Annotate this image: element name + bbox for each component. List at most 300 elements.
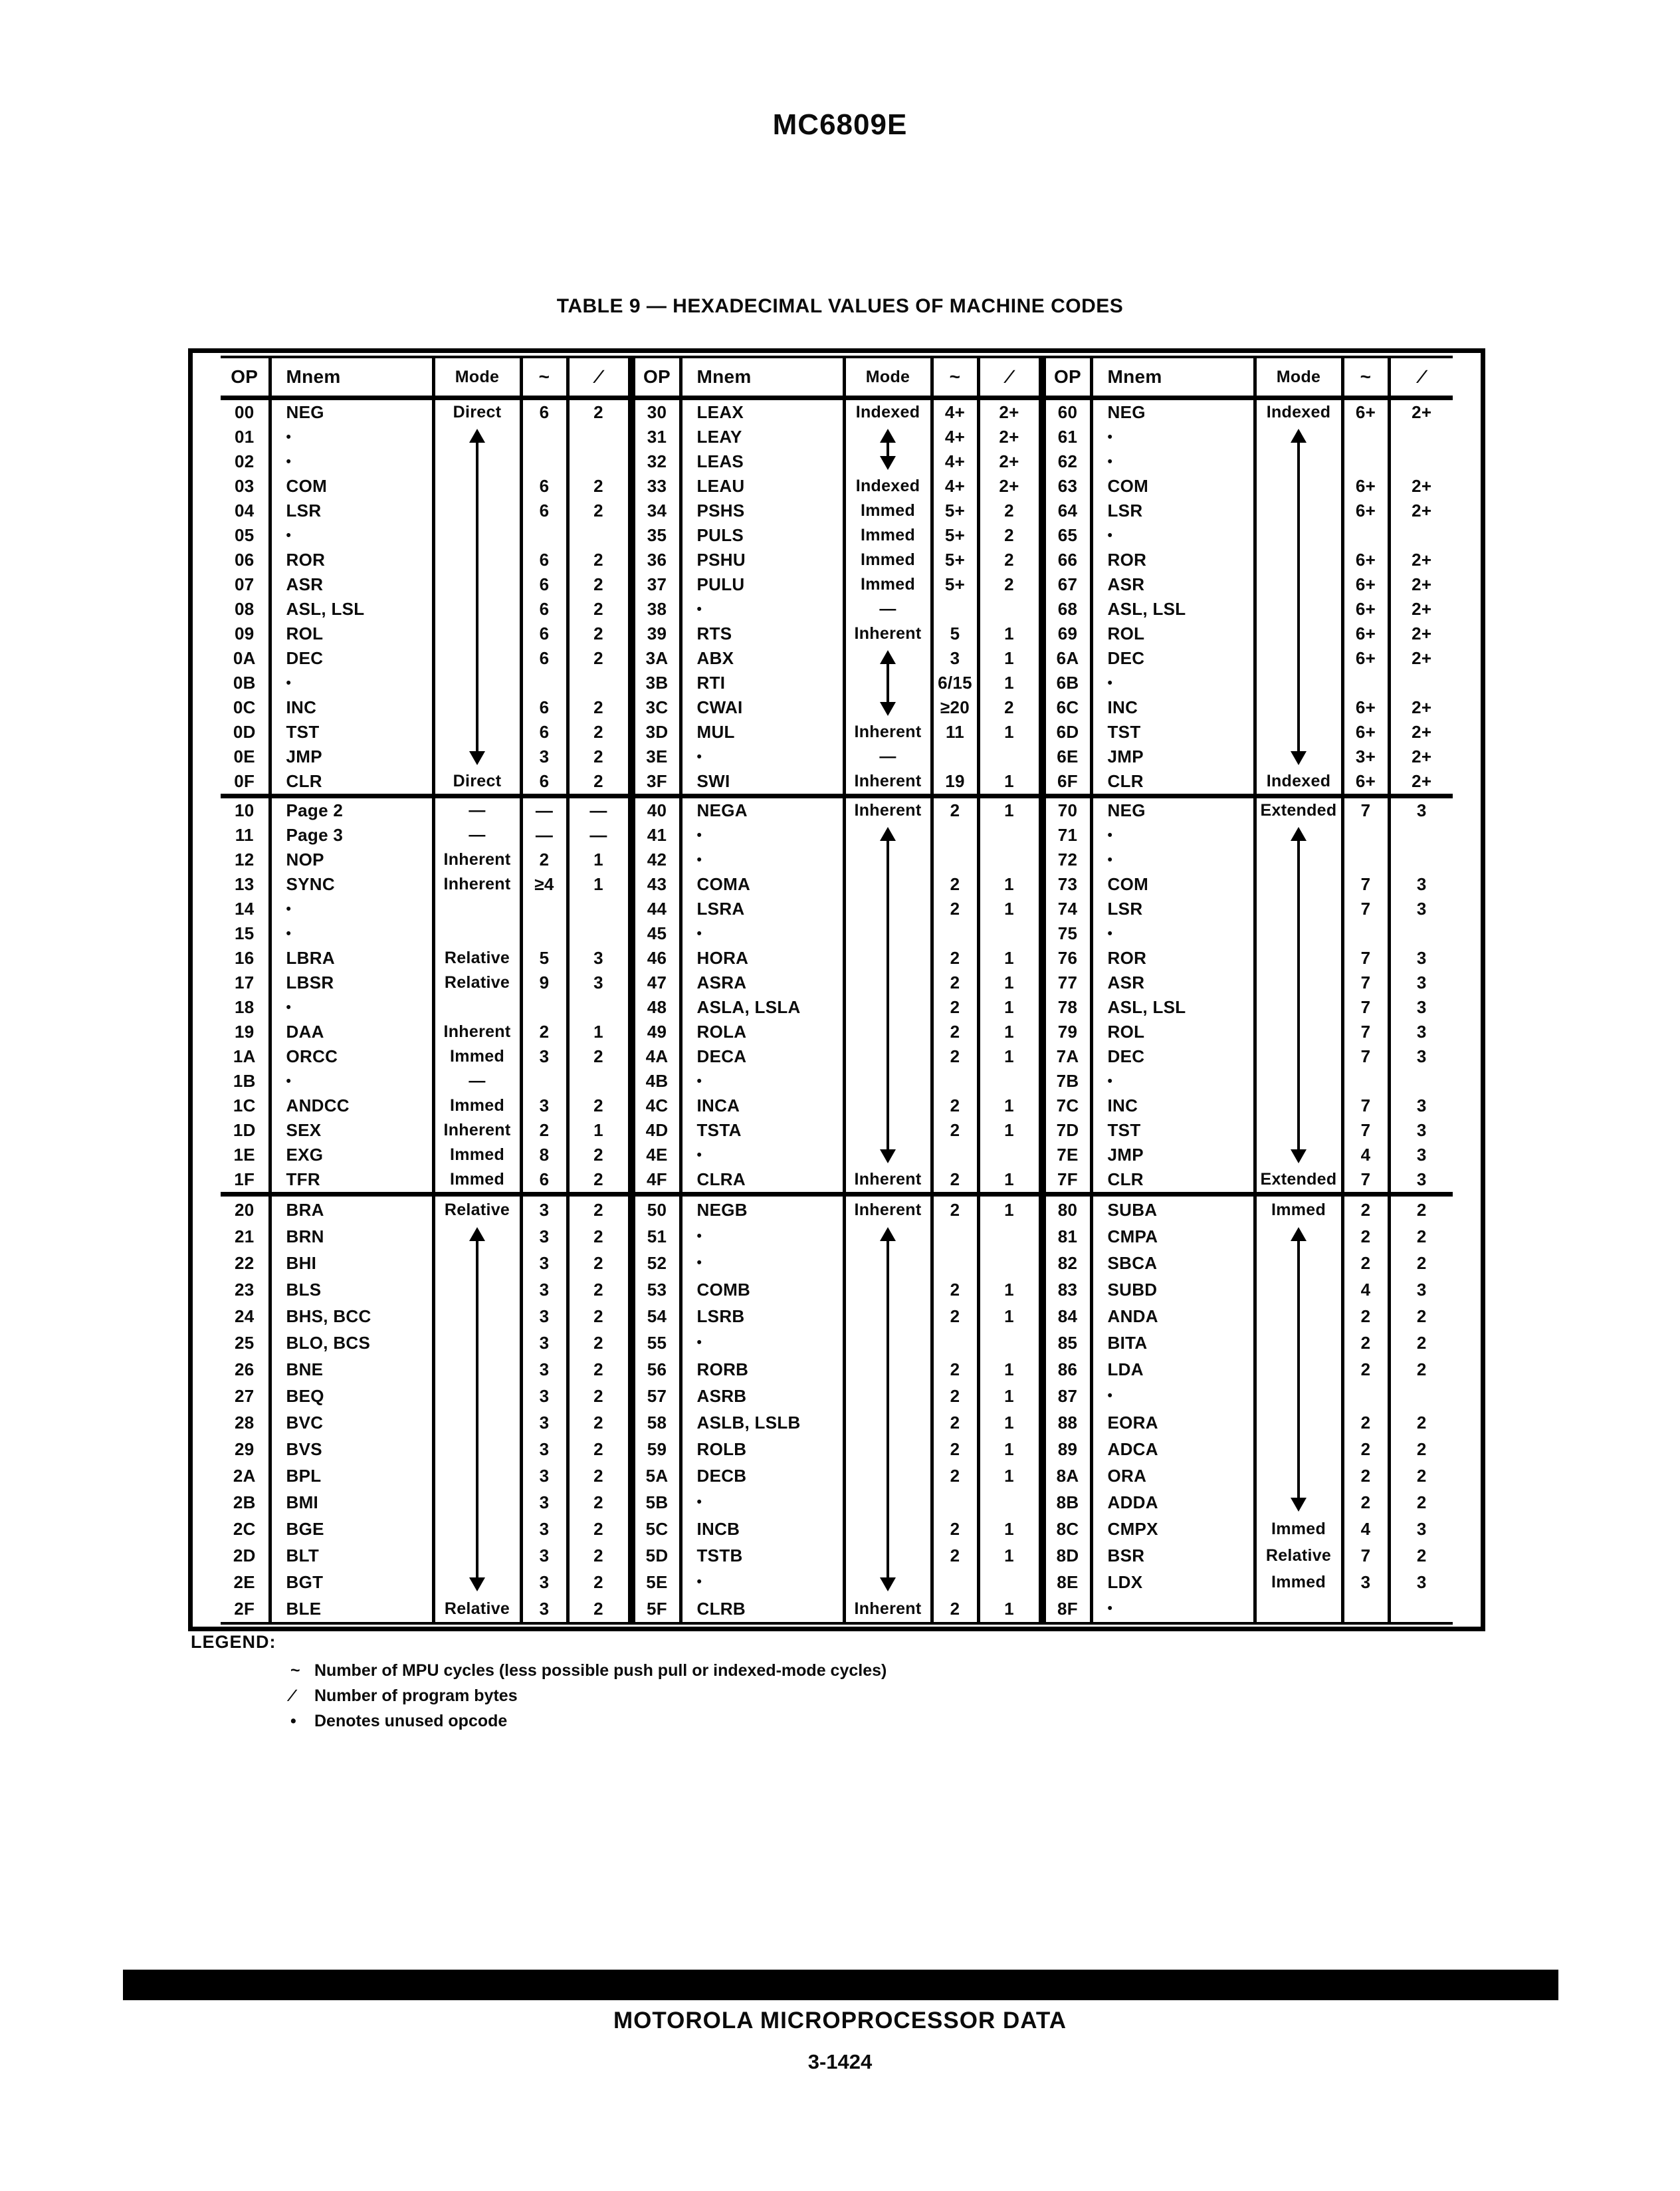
arrow-up-icon: [880, 1227, 896, 1241]
col-header-bytes: ∕: [568, 357, 631, 398]
mnem-cell: COM: [1091, 474, 1255, 499]
arrow-up-icon: [1291, 827, 1307, 841]
cycles-cell: 3+: [1342, 745, 1389, 769]
mnem-cell: EORA: [1091, 1409, 1255, 1436]
mode-range-arrow: [879, 650, 896, 716]
cycles-cell: 3: [521, 1436, 568, 1462]
op-cell: 00: [221, 398, 270, 425]
mode-cell: Inherent: [844, 796, 932, 824]
bytes-cell: [1389, 671, 1453, 695]
bytes-cell: 2: [568, 769, 631, 796]
col-header-op: OP: [221, 357, 270, 398]
op-cell: 4C: [631, 1094, 681, 1118]
mnem-cell: •: [1091, 848, 1255, 872]
op-cell: 88: [1042, 1409, 1091, 1436]
mode-cell: Extended: [1255, 1167, 1342, 1195]
mode-range-arrow-cell: [844, 823, 932, 1167]
bytes-symbol: ∕: [290, 1686, 294, 1705]
op-cell: 0A: [221, 646, 270, 671]
col-header-mode: Mode: [433, 357, 521, 398]
cycles-cell: 4+: [932, 398, 978, 425]
op-cell: 66: [1042, 548, 1091, 572]
arrow-up-icon: [880, 650, 896, 664]
mnem-cell: •: [1091, 1383, 1255, 1409]
cycles-cell: [521, 425, 568, 449]
bytes-cell: 2: [568, 1569, 631, 1595]
bytes-cell: 2+: [1412, 697, 1432, 717]
op-cell: 27: [221, 1383, 270, 1409]
mnem-cell: •: [681, 921, 844, 946]
cycles-cell: 11: [932, 720, 978, 745]
mode-cell: Inherent: [844, 1167, 932, 1195]
bytes-cell: [568, 523, 631, 548]
op-cell: 47: [631, 971, 681, 995]
cycles-cell: [932, 1329, 978, 1356]
bytes-cell: 2+: [978, 425, 1042, 449]
bytes-cell: [1389, 523, 1453, 548]
cycles-cell: 2: [932, 1044, 978, 1069]
cycles-cell: [1342, 823, 1389, 848]
cycles-cell: [521, 671, 568, 695]
op-cell: 7F: [1042, 1167, 1091, 1195]
mnem-cell: SEX: [270, 1118, 433, 1143]
bytes-cell: 2: [568, 398, 631, 425]
bytes-cell: [568, 671, 631, 695]
cycles-cell: 4+: [932, 449, 978, 474]
bytes-cell: 2: [568, 1044, 631, 1069]
cycles-cell: [1342, 848, 1389, 872]
op-cell: 72: [1042, 848, 1091, 872]
cycles-cell: 3: [521, 1223, 568, 1250]
mode-range-arrow-cell: [433, 1223, 521, 1595]
bytes-cell: 3: [1416, 1169, 1427, 1189]
cycles-cell: 7: [1342, 796, 1389, 824]
bytes-cell: [978, 1069, 1042, 1094]
table-header: [221, 357, 1453, 398]
legend-items: [290, 1658, 887, 1734]
mnem-cell: ANDA: [1091, 1303, 1255, 1329]
bytes-cell: 2: [568, 745, 631, 769]
op-cell: 5E: [631, 1569, 681, 1595]
mnem-cell: LSRB: [681, 1303, 844, 1329]
cycles-cell: 6: [521, 572, 568, 597]
mode-cell: Immed: [844, 572, 932, 597]
cycles-cell: 3: [521, 1409, 568, 1436]
col-header-mode: Mode: [1255, 357, 1342, 398]
mode-range-arrow-cell: [1255, 823, 1342, 1167]
cycles-cell: 6+: [1342, 695, 1389, 720]
op-cell: 17: [221, 971, 270, 995]
mnem-cell: CMPA: [1091, 1223, 1255, 1250]
cycles-cell: 7: [1342, 971, 1389, 995]
mnem-cell: •: [681, 823, 844, 848]
mnem-cell: INCB: [681, 1516, 844, 1542]
op-cell: 4B: [631, 1069, 681, 1094]
mnem-cell: RTI: [681, 671, 844, 695]
cycles-cell: [932, 745, 978, 769]
page-title: MC6809E: [772, 108, 908, 141]
bytes-cell: 2: [568, 597, 631, 622]
mnem-cell: ASLA, LSLA: [681, 995, 844, 1020]
op-cell: 87: [1042, 1383, 1091, 1409]
bytes-cell: 1: [978, 769, 1042, 796]
mnem-cell: BVC: [270, 1409, 433, 1436]
cycles-cell: 7: [1342, 897, 1389, 921]
mode-cell: Direct: [433, 769, 521, 796]
cycles-cell: 2: [932, 1167, 978, 1195]
mode-cell: Inherent: [844, 1195, 932, 1224]
bytes-cell: 1: [978, 1118, 1042, 1143]
bytes-cell: 1: [978, 622, 1042, 646]
cycles-cell: [1342, 671, 1389, 695]
mnem-cell: •: [1091, 425, 1255, 449]
bytes-cell: 3: [568, 946, 631, 971]
op-cell: 5A: [631, 1462, 681, 1489]
op-cell: 49: [631, 1020, 681, 1044]
cycles-cell: 2: [1342, 1223, 1389, 1250]
bytes-cell: [1389, 425, 1453, 449]
cycles-cell: 3: [521, 745, 568, 769]
bytes-cell: 2: [1416, 1359, 1427, 1379]
mnem-cell: INC: [1091, 1094, 1255, 1118]
cycles-cell: 4: [1342, 1143, 1389, 1167]
bytes-cell: 2: [978, 523, 1042, 548]
op-cell: 25: [221, 1329, 270, 1356]
cycles-cell: [1342, 1595, 1389, 1623]
cycles-cell: 2: [932, 1383, 978, 1409]
op-cell: 63: [1042, 474, 1091, 499]
mnem-cell: BLE: [270, 1595, 433, 1623]
bytes-cell: 2+: [1412, 574, 1432, 594]
cycles-cell: 2: [521, 1020, 568, 1044]
mode-cell: Inherent: [433, 1118, 521, 1143]
op-cell: 85: [1042, 1329, 1091, 1356]
bytes-cell: 2: [568, 1409, 631, 1436]
mnem-cell: ADDA: [1091, 1489, 1255, 1516]
mnem-cell: ORCC: [270, 1044, 433, 1069]
bytes-cell: 2: [568, 720, 631, 745]
op-cell: 18: [221, 995, 270, 1020]
mnem-cell: BNE: [270, 1356, 433, 1383]
mode-cell: Immed: [433, 1167, 521, 1195]
cycles-cell: 3: [521, 1250, 568, 1276]
mnem-cell: PSHS: [681, 499, 844, 523]
mnem-cell: Page 2: [270, 796, 433, 824]
bytes-cell: 3: [1416, 973, 1427, 992]
cycles-cell: ≥20: [932, 695, 978, 720]
op-cell: 58: [631, 1409, 681, 1436]
mnem-cell: SUBA: [1091, 1195, 1255, 1224]
mnem-cell: DEC: [1091, 646, 1255, 671]
bytes-cell: 3: [568, 971, 631, 995]
mnem-cell: BMI: [270, 1489, 433, 1516]
op-cell: 40: [631, 796, 681, 824]
cycles-cell: 6: [521, 398, 568, 425]
mode-range-arrow: [879, 827, 896, 1163]
mnem-cell: PULU: [681, 572, 844, 597]
op-cell: 5C: [631, 1516, 681, 1542]
mode-cell: Immed: [844, 499, 932, 523]
bytes-cell: [1389, 848, 1453, 872]
cycles-cell: 6+: [1342, 499, 1389, 523]
bytes-cell: [568, 425, 631, 449]
cycles-cell: 6+: [1342, 720, 1389, 745]
mode-range-arrow: [1290, 1227, 1307, 1512]
mnem-cell: DECB: [681, 1462, 844, 1489]
bytes-cell: 2: [568, 1223, 631, 1250]
mode-cell: [433, 921, 521, 946]
mode-cell: Relative: [433, 946, 521, 971]
mnem-cell: RORB: [681, 1356, 844, 1383]
op-cell: 28: [221, 1409, 270, 1436]
bytes-cell: 2: [568, 1436, 631, 1462]
mnem-cell: DAA: [270, 1020, 433, 1044]
op-cell: 7A: [1042, 1044, 1091, 1069]
op-cell: 1A: [221, 1044, 270, 1069]
mnem-cell: CLRB: [681, 1595, 844, 1623]
op-cell: 03: [221, 474, 270, 499]
cycles-cell: 7: [1342, 1542, 1389, 1569]
op-cell: 30: [631, 398, 681, 425]
bytes-cell: 2+: [1412, 501, 1432, 520]
page-number: 3-1424: [807, 2050, 873, 2073]
cycles-cell: [932, 597, 978, 622]
mnem-cell: EXG: [270, 1143, 433, 1167]
op-cell: 15: [221, 921, 270, 946]
op-cell: 09: [221, 622, 270, 646]
mnem-cell: TST: [1091, 1118, 1255, 1143]
mnem-cell: CWAI: [681, 695, 844, 720]
bytes-cell: 2: [568, 499, 631, 523]
op-cell: 33: [631, 474, 681, 499]
mode-cell: Relative: [433, 1595, 521, 1623]
mnem-cell: •: [270, 425, 433, 449]
bytes-cell: 1: [978, 1542, 1042, 1569]
op-cell: 67: [1042, 572, 1091, 597]
mnem-cell: ROR: [1091, 946, 1255, 971]
bytes-cell: 2: [568, 572, 631, 597]
cycles-cell: 2: [1342, 1195, 1389, 1224]
bytes-cell: [1389, 823, 1453, 848]
bytes-cell: 2+: [978, 449, 1042, 474]
cycles-cell: 2: [932, 1094, 978, 1118]
op-cell: 24: [221, 1303, 270, 1329]
op-cell: 71: [1042, 823, 1091, 848]
op-cell: 0E: [221, 745, 270, 769]
col-header-cycles: ~: [1342, 357, 1389, 398]
bytes-cell: 1: [978, 1094, 1042, 1118]
bytes-cell: 1: [978, 897, 1042, 921]
col-header-bytes: ∕: [1389, 357, 1453, 398]
op-cell: 43: [631, 872, 681, 897]
cycles-cell: [1342, 1069, 1389, 1094]
cycles-cell: [521, 995, 568, 1020]
bytes-cell: 3: [1416, 874, 1427, 894]
mnem-cell: LEAX: [681, 398, 844, 425]
cycles-cell: 6: [521, 597, 568, 622]
bytes-cell: 1: [568, 848, 631, 872]
mnem-cell: ROLB: [681, 1436, 844, 1462]
op-cell: 86: [1042, 1356, 1091, 1383]
mode-range-arrow: [1290, 827, 1307, 1163]
bytes-cell: 2+: [978, 398, 1042, 425]
mnem-cell: MUL: [681, 720, 844, 745]
cycles-cell: 2: [1342, 1409, 1389, 1436]
op-cell: 50: [631, 1195, 681, 1224]
mnem-cell: SYNC: [270, 872, 433, 897]
bytes-cell: 1: [978, 1020, 1042, 1044]
cycles-cell: 6: [521, 769, 568, 796]
op-cell: 2B: [221, 1489, 270, 1516]
mnem-cell: COM: [270, 474, 433, 499]
mnem-cell: •: [270, 449, 433, 474]
bytes-cell: 1: [978, 671, 1042, 695]
op-cell: 82: [1042, 1250, 1091, 1276]
cycles-cell: [932, 823, 978, 848]
bytes-cell: 1: [978, 1356, 1042, 1383]
mnem-cell: •: [1091, 1595, 1255, 1623]
cycles-cell: 2: [1342, 1489, 1389, 1516]
op-cell: 36: [631, 548, 681, 572]
cycles-cell: 2: [932, 1303, 978, 1329]
cycles-cell: 2: [932, 1118, 978, 1143]
op-cell: 5F: [631, 1595, 681, 1623]
mode-cell: Indexed: [1255, 769, 1342, 796]
op-cell: 84: [1042, 1303, 1091, 1329]
op-cell: 12: [221, 848, 270, 872]
mode-cell: Indexed: [1255, 398, 1342, 425]
mnem-cell: LBSR: [270, 971, 433, 995]
mnem-cell: JMP: [1091, 745, 1255, 769]
op-cell: 2A: [221, 1462, 270, 1489]
cycles-cell: 6/15: [932, 671, 978, 695]
bytes-cell: 2: [568, 1143, 631, 1167]
cycles-cell: [1342, 921, 1389, 946]
bytes-cell: 1: [978, 1516, 1042, 1542]
cycles-cell: 2: [1342, 1356, 1389, 1383]
mnem-cell: LEAU: [681, 474, 844, 499]
op-cell: 56: [631, 1356, 681, 1383]
op-cell: 0B: [221, 671, 270, 695]
mode-cell: Immed: [433, 1094, 521, 1118]
op-cell: 02: [221, 449, 270, 474]
mode-range-arrow-cell: [844, 1223, 932, 1595]
bytes-cell: [978, 1223, 1042, 1250]
mnem-cell: ABX: [681, 646, 844, 671]
cycles-cell: 4+: [932, 425, 978, 449]
mnem-cell: PSHU: [681, 548, 844, 572]
mnem-cell: •: [681, 1250, 844, 1276]
col-header-cycles: ~: [932, 357, 978, 398]
arrow-up-icon: [880, 827, 896, 841]
op-cell: 1B: [221, 1069, 270, 1094]
mnem-cell: RTS: [681, 622, 844, 646]
bytes-cell: 2: [568, 1094, 631, 1118]
mnem-cell: ADCA: [1091, 1436, 1255, 1462]
table-frame: [188, 348, 1485, 1631]
mnem-cell: CMPX: [1091, 1516, 1255, 1542]
op-cell: 2F: [221, 1595, 270, 1623]
mnem-cell: ROLA: [681, 1020, 844, 1044]
op-cell: 53: [631, 1276, 681, 1303]
opcode-table-section: [188, 348, 1485, 1631]
op-cell: 13: [221, 872, 270, 897]
op-cell: 5D: [631, 1542, 681, 1569]
bytes-cell: 3: [1416, 1046, 1427, 1066]
bytes-cell: 3: [1416, 899, 1427, 919]
bytes-cell: [1389, 1383, 1453, 1409]
mode-range-arrow-cell: [1255, 1223, 1342, 1516]
mnem-cell: LDX: [1091, 1569, 1255, 1595]
op-cell: 77: [1042, 971, 1091, 995]
mode-cell: [433, 995, 521, 1020]
bytes-cell: [568, 897, 631, 921]
cycles-cell: 3: [521, 1542, 568, 1569]
op-cell: 21: [221, 1223, 270, 1250]
mnem-cell: •: [681, 1069, 844, 1094]
op-cell: 57: [631, 1383, 681, 1409]
cycles-cell: 3: [521, 1383, 568, 1409]
mnem-cell: CLRA: [681, 1167, 844, 1195]
op-cell: 55: [631, 1329, 681, 1356]
cycles-cell: 3: [521, 1462, 568, 1489]
mnem-cell: TST: [1091, 720, 1255, 745]
bullet-symbol: •: [290, 1712, 296, 1730]
op-cell: 6D: [1042, 720, 1091, 745]
mnem-cell: ASL, LSL: [270, 597, 433, 622]
bytes-cell: [978, 745, 1042, 769]
cycles-cell: 2: [932, 1516, 978, 1542]
mode-cell: Relative: [433, 971, 521, 995]
bytes-cell: 2: [1416, 1545, 1427, 1565]
bytes-cell: [568, 921, 631, 946]
cycles-cell: 6+: [1342, 769, 1389, 796]
op-cell: 01: [221, 425, 270, 449]
mnem-cell: •: [1091, 449, 1255, 474]
op-cell: 89: [1042, 1436, 1091, 1462]
cycles-cell: 3: [1342, 1569, 1389, 1595]
legend-item-unused: [290, 1708, 887, 1734]
bytes-cell: [978, 1489, 1042, 1516]
legend-item-text: Number of program bytes: [314, 1686, 518, 1705]
cycles-cell: [1342, 449, 1389, 474]
op-cell: 4E: [631, 1143, 681, 1167]
bytes-cell: 2: [1416, 1332, 1427, 1353]
mnem-cell: LEAS: [681, 449, 844, 474]
bytes-cell: 1: [978, 1303, 1042, 1329]
cycles-cell: 7: [1342, 1167, 1389, 1195]
bytes-cell: 2+: [1412, 476, 1432, 496]
mode-range-arrow-cell: [844, 425, 932, 474]
bytes-cell: 2: [978, 695, 1042, 720]
mnem-cell: •: [681, 1569, 844, 1595]
col-header-cycles: ~: [521, 357, 568, 398]
mnem-cell: SUBD: [1091, 1276, 1255, 1303]
cycles-cell: 2: [932, 995, 978, 1020]
op-cell: 16: [221, 946, 270, 971]
op-cell: 3F: [631, 769, 681, 796]
mode-range-arrow: [1290, 429, 1307, 765]
bytes-cell: [1389, 1595, 1453, 1623]
op-cell: 44: [631, 897, 681, 921]
cycles-cell: 6+: [1342, 597, 1389, 622]
cycles-cell: 5: [521, 946, 568, 971]
mnem-cell: DECA: [681, 1044, 844, 1069]
bytes-cell: 3: [1389, 796, 1453, 824]
cycles-cell: 7: [1342, 1044, 1389, 1069]
op-cell: 34: [631, 499, 681, 523]
bytes-cell: 2: [978, 548, 1042, 572]
